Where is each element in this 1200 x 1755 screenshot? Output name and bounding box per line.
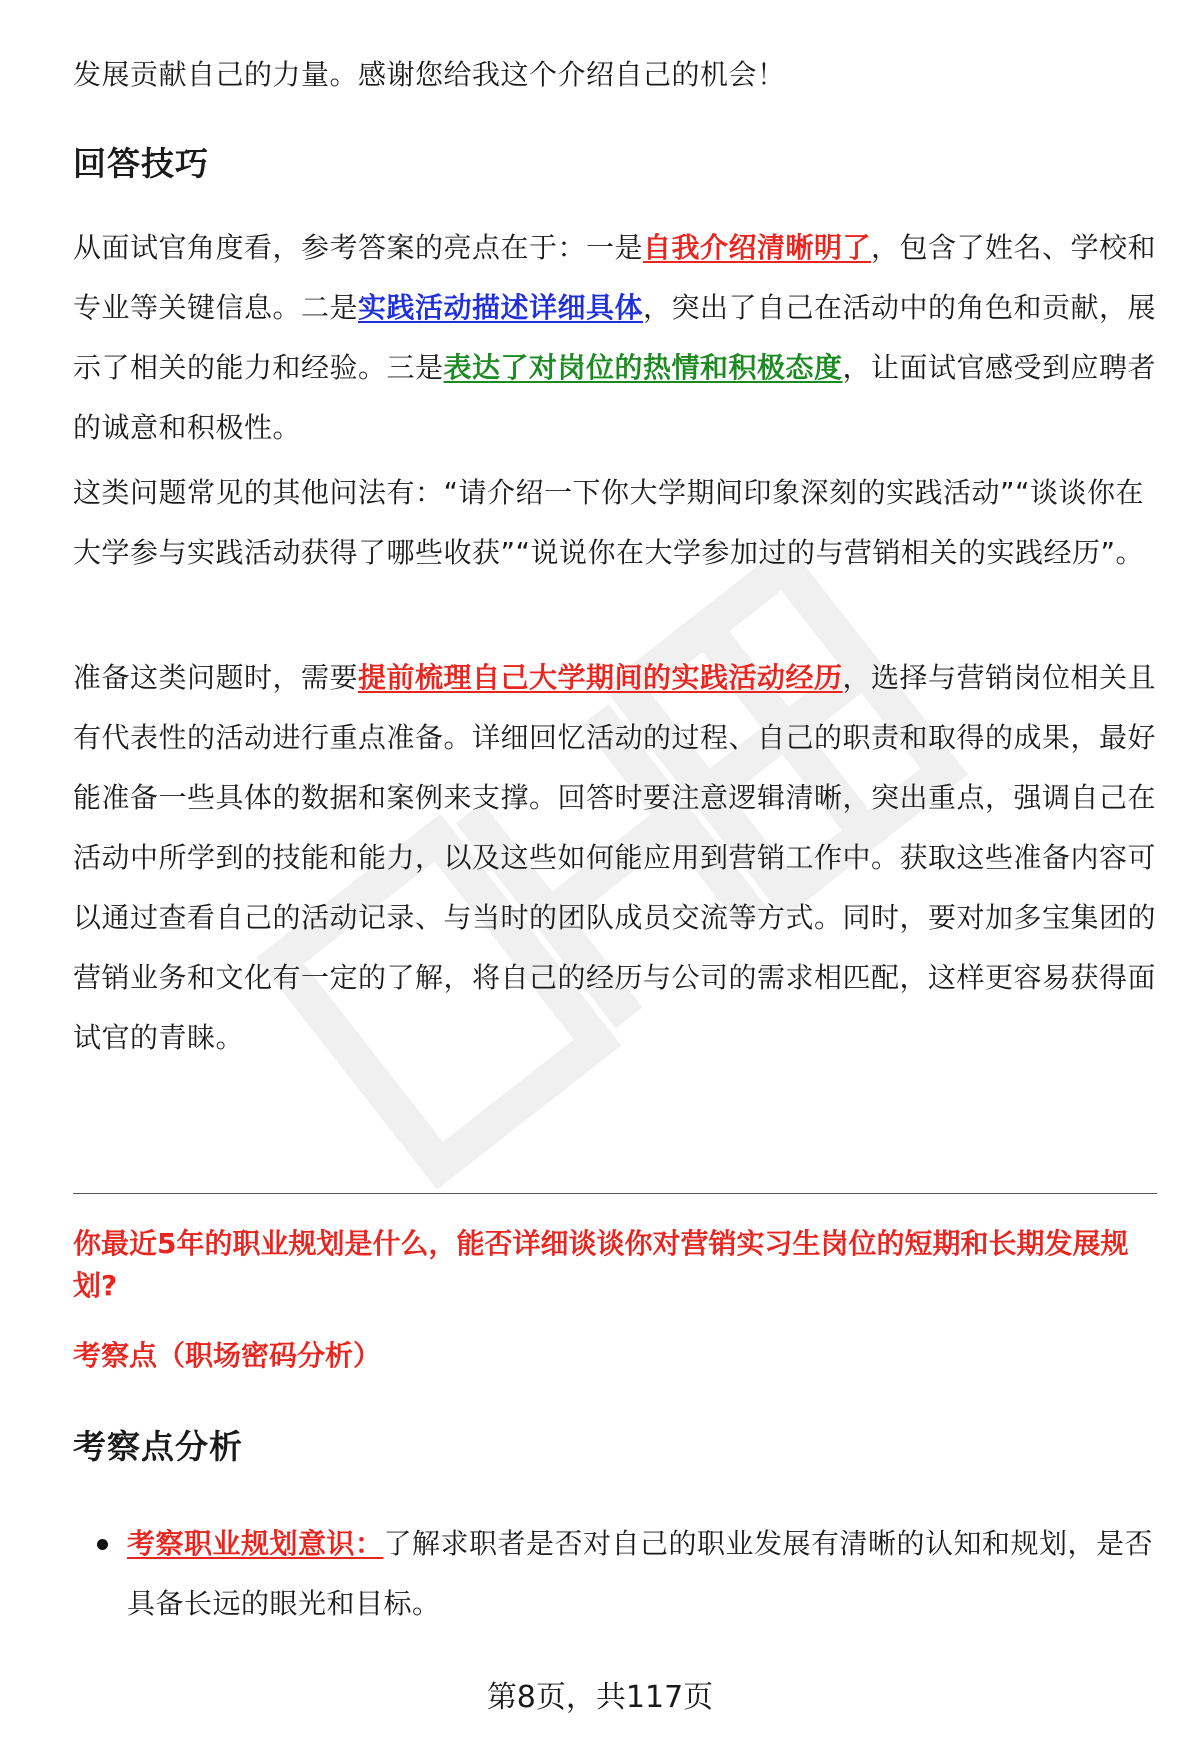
heading-point-analysis: 考察点分析 xyxy=(73,1427,243,1466)
highlight-practice: 实践活动描述详细具体 xyxy=(358,291,644,324)
paragraph-answer-highlights xyxy=(73,218,1157,458)
list-item-label: 考察职业规划意识： xyxy=(127,1527,384,1560)
highlight-enthusiasm: 表达了对岗位的热情和积极态度 xyxy=(443,351,843,384)
list-item-text: 了解求职者是否对自己的职业发展有清晰的认知和规划，是否具备长远的眼光和目标。 xyxy=(127,1527,1154,1620)
heading-answer-tips: 回答技巧 xyxy=(73,144,209,183)
analysis-list xyxy=(73,1514,1157,1634)
section-divider xyxy=(73,1193,1157,1194)
text-segment: ，让面试官感受到应聘者的诚意和积极性。 xyxy=(73,351,1157,444)
paragraph-closing: 发展贡献自己的力量。感谢您给我这个介绍自己的机会！ xyxy=(73,58,786,91)
highlight-review-experience: 提前梳理自己大学期间的实践活动经历 xyxy=(358,661,843,694)
subheading-analysis-code: 考察点（职场密码分析） xyxy=(73,1339,382,1372)
text-segment: 从面试官角度看，参考答案的亮点在于：一是 xyxy=(73,231,644,264)
interview-question: 你最近5年的职业规划是什么，能否详细谈谈你对营销实习生岗位的短期和长期发展规划? xyxy=(73,1227,1129,1302)
text-segment: ，选择与营销岗位相关且有代表性的活动进行重点准备。详细回忆活动的过程、自己的职责和取得的成果，最好能准备一些具体的数据和案例来支撑。回答时要注意逻辑清晰，突出重点，强调自己在活动中所学到的技能和能力，以及这些如何能应用到营销工作中。获取这些准备内容可以通过查看自己的活动记录、与当时的团队成员交流等方式。同时，要对加多宝集团的营销业务和文化有一定的了解，将自己的经历与公司的需求相匹配，这样更容易获得面试官的青睐。 xyxy=(73,661,1157,1054)
paragraph-preparation xyxy=(73,648,1157,1068)
paragraph-other-questions: 这类问题常见的其他问法有：“请介绍一下你大学期间印象深刻的实践活动”“谈谈你在大学参与实践活动获得了哪些收获”“说说你在大学参加过的与营销相关的实践经历”。 xyxy=(73,476,1145,569)
highlight-self-intro: 自我介绍清晰明了 xyxy=(643,231,872,264)
text-segment: ，突出了自己在活动中的角色和贡献，展示了相关的能力和经验。三是 xyxy=(73,291,1157,384)
bullet-dot xyxy=(97,1539,108,1550)
text-segment: ，包含了姓名、学校和专业等关键信息。二是 xyxy=(73,231,1157,324)
text-segment: 准备这类问题时，需要 xyxy=(73,661,359,694)
page-footer: 第8页，共117页 xyxy=(486,1680,714,1715)
list-item xyxy=(73,1514,1157,1634)
